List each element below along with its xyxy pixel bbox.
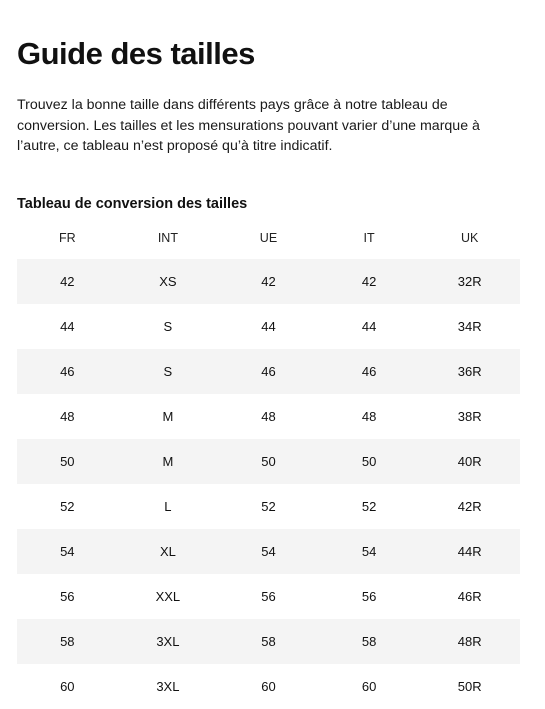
cell-fr: 46 xyxy=(60,364,75,379)
cell-uk: 48R xyxy=(457,634,482,649)
cell-int: XXL xyxy=(155,589,181,604)
cell-uk: 46R xyxy=(457,589,482,604)
page-title: Guide des tailles xyxy=(17,36,255,71)
cell-fr: 56 xyxy=(60,589,75,604)
table-row xyxy=(17,574,520,619)
header-fr: FR xyxy=(58,230,76,245)
cell-uk: 32R xyxy=(457,274,482,289)
intro-text: Trouvez la bonne taille dans différents pays grâce à notre tableau de conversion. Les tailles et les mensurations pouvant varier d’une marque à l’autre, ce tableau n’est proposé qu’à titre indicatif. xyxy=(17,97,480,154)
table-row xyxy=(17,394,520,439)
cell-ue: 60 xyxy=(261,679,276,694)
cell-it: 42 xyxy=(361,274,377,289)
cell-ue: 48 xyxy=(261,409,276,424)
cell-ue: 58 xyxy=(261,634,276,649)
cell-int: M xyxy=(162,454,174,469)
table-header-row xyxy=(17,216,520,259)
cell-uk: 34R xyxy=(457,319,482,334)
cell-fr: 42 xyxy=(60,274,75,289)
cell-fr: 54 xyxy=(60,544,75,559)
cell-int: S xyxy=(163,364,173,379)
cell-int: 3XL xyxy=(156,679,180,694)
cell-fr: 52 xyxy=(60,499,75,514)
cell-int: L xyxy=(164,499,172,514)
table-row xyxy=(17,664,520,709)
cell-ue: 46 xyxy=(261,364,276,379)
cell-fr: 60 xyxy=(60,679,75,694)
cell-it: 58 xyxy=(361,634,377,649)
cell-uk: 36R xyxy=(457,364,482,379)
cell-it: 60 xyxy=(361,679,377,694)
cell-it: 48 xyxy=(361,409,377,424)
cell-int: M xyxy=(162,409,174,424)
cell-ue: 52 xyxy=(261,499,276,514)
cell-fr: 48 xyxy=(60,409,75,424)
cell-ue: 50 xyxy=(261,454,276,469)
cell-int: XL xyxy=(159,544,176,559)
table-row xyxy=(17,619,520,664)
cell-uk: 38R xyxy=(457,409,482,424)
cell-it: 44 xyxy=(361,319,377,334)
table-row xyxy=(17,259,520,304)
cell-ue: 44 xyxy=(261,319,276,334)
cell-uk: 42R xyxy=(457,499,482,514)
header-uk: UK xyxy=(460,230,479,245)
cell-ue: 56 xyxy=(261,589,276,604)
table-row xyxy=(17,349,520,394)
header-ue: UE xyxy=(259,230,278,245)
table-row xyxy=(17,304,520,349)
cell-uk: 50R xyxy=(457,679,482,694)
cell-it: 54 xyxy=(361,544,377,559)
cell-it: 56 xyxy=(361,589,377,604)
table-row xyxy=(17,484,520,529)
cell-int: 3XL xyxy=(156,634,180,649)
cell-ue: 54 xyxy=(261,544,276,559)
table-title: Tableau de conversion des tailles xyxy=(17,196,248,212)
cell-fr: 44 xyxy=(60,319,75,334)
cell-int: XS xyxy=(159,274,177,289)
header-it: IT xyxy=(363,230,375,245)
cell-fr: 50 xyxy=(60,454,75,469)
cell-int: S xyxy=(163,319,173,334)
size-conversion-table xyxy=(17,216,520,709)
cell-it: 52 xyxy=(361,499,377,514)
header-int: INT xyxy=(157,230,178,245)
table-row xyxy=(17,439,520,484)
table-row xyxy=(17,529,520,574)
cell-uk: 44R xyxy=(457,544,482,559)
cell-ue: 42 xyxy=(261,274,276,289)
cell-it: 50 xyxy=(361,454,377,469)
cell-it: 46 xyxy=(361,364,377,379)
cell-fr: 58 xyxy=(60,634,75,649)
cell-uk: 40R xyxy=(457,454,482,469)
